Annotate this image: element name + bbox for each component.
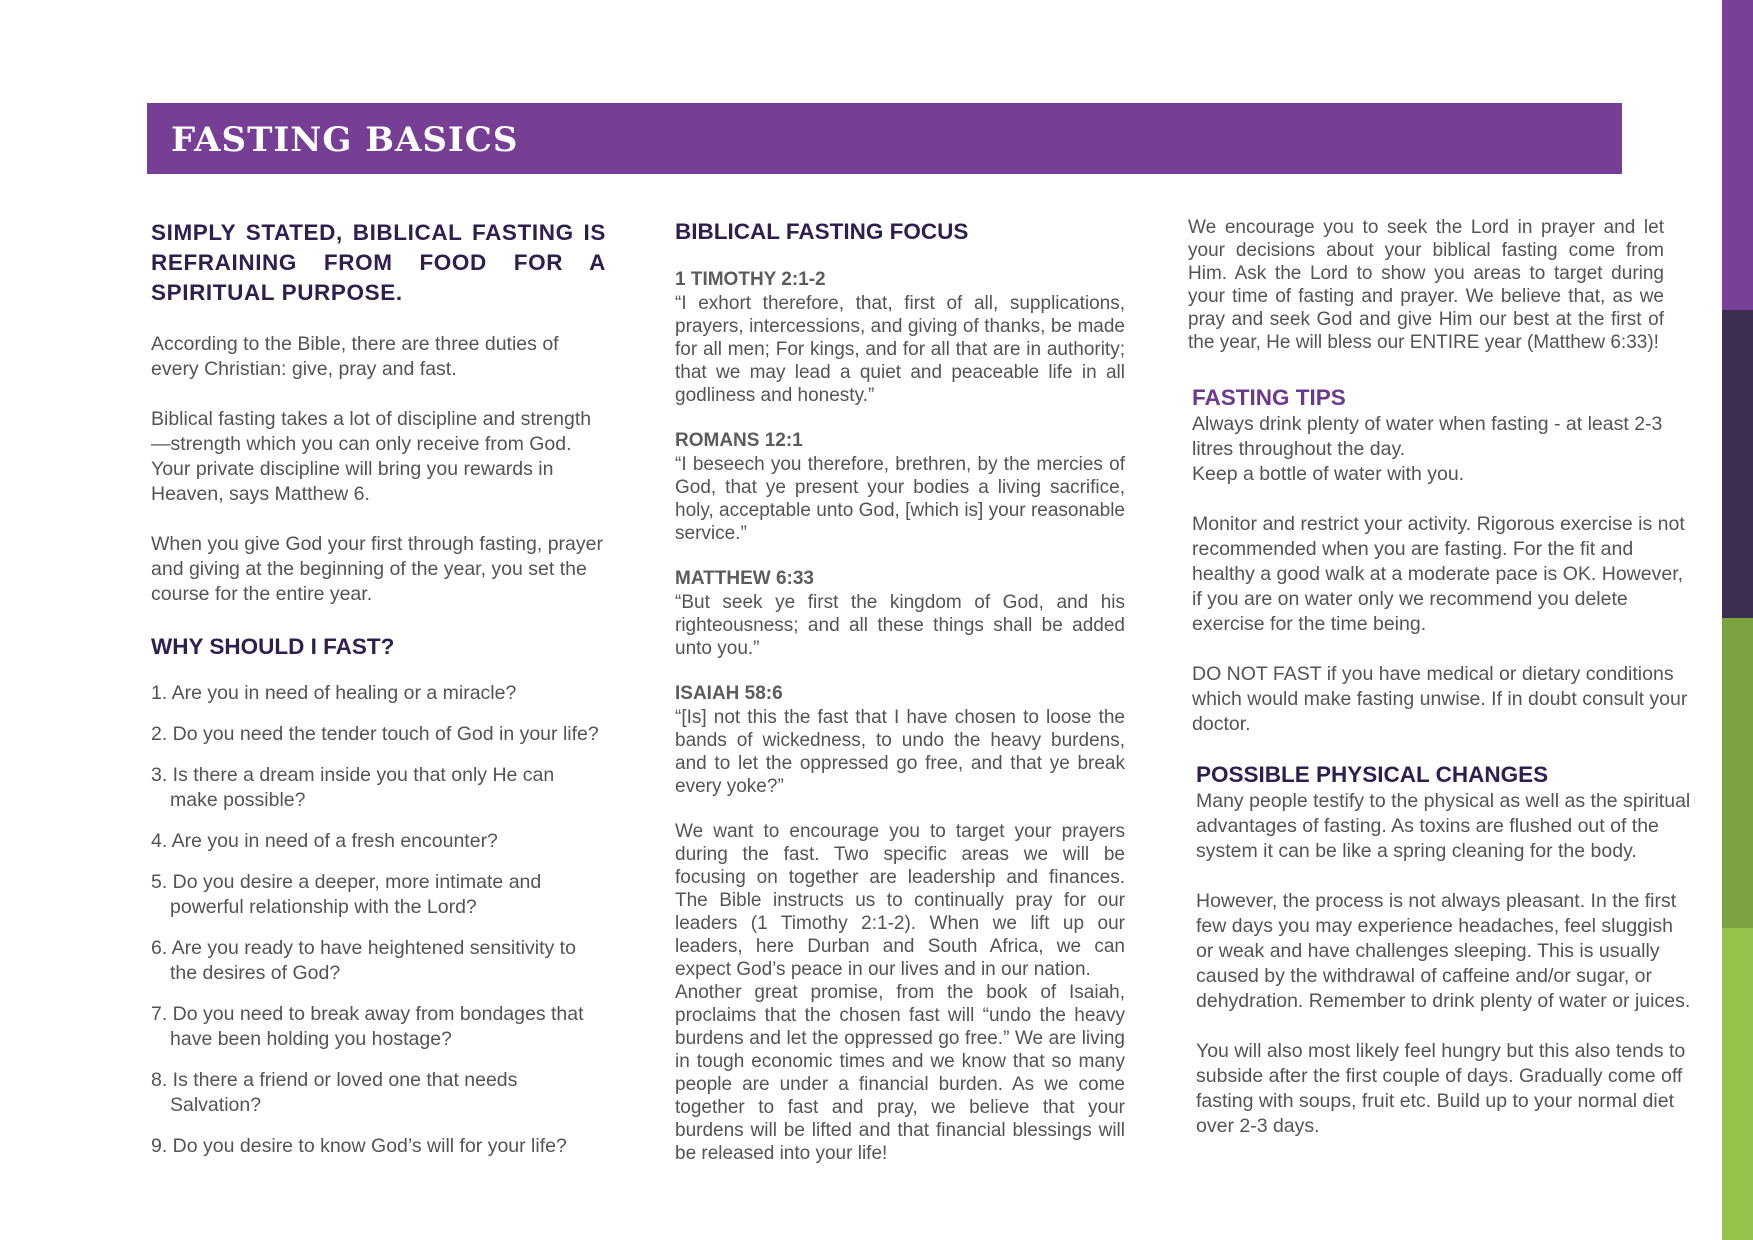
section-heading-focus: BIBLICAL FASTING FOCUS bbox=[675, 219, 969, 244]
list-item: 3. Is there a dream inside you that only He can make possible? bbox=[151, 764, 555, 811]
list-item: 2. Do you need the tender touch of God in your life? bbox=[151, 723, 599, 745]
paragraph: Biblical fasting takes a lot of discipline and strength—strength which you can only receive from God. Your private discipline will bring you rewards in Heaven, says Matthew 6. bbox=[151, 408, 592, 505]
column-2 bbox=[675, 218, 1125, 1165]
paragraph: Always drink plenty of water when fasting - at least 2-3 litres throughout the day. bbox=[1192, 413, 1663, 460]
paragraph: Keep a bottle of water with you. bbox=[1192, 463, 1465, 485]
column-1 bbox=[151, 218, 606, 1175]
scripture-reference: 1 TIMOTHY 2:1-2 bbox=[675, 269, 826, 290]
page-title: FASTING BASICS bbox=[171, 120, 519, 160]
paragraph: When you give God your first through fasting, prayer and giving at the beginning of the year, you set the course for the entire year. bbox=[151, 533, 603, 605]
side-stripe-dark bbox=[1722, 310, 1753, 618]
list-item: 8. Is there a friend or loved one that needs Salvation? bbox=[151, 1069, 518, 1116]
list-item: 6. Are you ready to have heightened sensitivity to the desires of God? bbox=[151, 937, 576, 984]
title-banner bbox=[147, 103, 1622, 174]
section-heading-why: WHY SHOULD I FAST? bbox=[151, 634, 395, 659]
section-heading-changes: POSSIBLE PHYSICAL CHANGES bbox=[1196, 762, 1549, 787]
paragraph: According to the Bible, there are three duties of every Christian: give, pray and fast. bbox=[151, 333, 559, 380]
side-stripe-light-green bbox=[1722, 928, 1753, 1240]
list-item: 7. Do you need to break away from bondages that have been holding you hostage? bbox=[151, 1003, 584, 1050]
list-item: 1. Are you in need of healing or a miracle? bbox=[151, 682, 517, 704]
scripture-text: “[Is] not this the fast that I have chosen to loose the bands of wickedness, to undo the heavy burdens, and to let the oppressed go free, and that ye break every yoke?” bbox=[675, 707, 1125, 797]
paragraph: Many people testify to the physical as well as the spiritual advantages of fasting. As toxins are flushed out of the system it can be like a spring cleaning for the body. bbox=[1196, 790, 1691, 862]
scripture-text: “I beseech you therefore, brethren, by the mercies of God, that ye present your bodies a living sacrifice, holy, acceptable unto God, [which is] your reasonable service.” bbox=[675, 454, 1125, 544]
why-list bbox=[151, 681, 606, 1159]
scripture-text: “I exhort therefore, that, first of all, supplications, prayers, intercessions, and giving of thanks, be made for all men; For kings, and for all that are in authority; that we may lead a quiet and peaceable life in all godliness and honesty.” bbox=[675, 293, 1125, 406]
list-item: 5. Do you desire a deeper, more intimate and powerful relationship with the Lord? bbox=[151, 871, 542, 918]
scripture-reference: ROMANS 12:1 bbox=[675, 430, 803, 451]
side-stripe-green bbox=[1722, 618, 1753, 928]
paragraph: Monitor and restrict your activity. Rigorous exercise is not recommended when you are fasting. For the fit and healthy a good walk at a moderate pace is OK. However, if you are on water only we recommend you delete exercise for the time being. bbox=[1192, 513, 1685, 635]
section-heading-tips: FASTING TIPS bbox=[1192, 385, 1346, 410]
side-stripe-purple bbox=[1722, 0, 1753, 310]
intro-paragraph: We encourage you to seek the Lord in prayer and let your decisions about your biblical fasting come from Him. Ask the Lord to show you areas to target during your time of fasting and prayer. We believe that, as we pray and seek God and give Him our best at the first of the year, He will bless our ENTIRE year (Matthew 6:33)! bbox=[1188, 217, 1664, 353]
paragraph: However, the process is not always pleasant. In the first few days you may experience headaches, feel sluggish or weak and have challenges sleeping. This is usually caused by the withdrawal of caffeine and/or sugar, or dehydration. Remember to drink plenty of water or juices. bbox=[1196, 890, 1691, 1012]
scripture-text: “But seek ye first the kingdom of God, and his righteousness; and all these things shall be added unto you.” bbox=[675, 592, 1125, 659]
paragraph: You will also most likely feel hungry but this also tends to subside after the first couple of days. Gradually come off fasting with soups, fruit etc. Build up to your normal diet over 2-3 days. bbox=[1196, 1040, 1686, 1137]
paragraph: DO NOT FAST if you have medical or dietary conditions which would make fasting unwise. If in doubt consult your doctor. bbox=[1192, 663, 1688, 735]
scripture-reference: ISAIAH 58:6 bbox=[675, 683, 783, 704]
lead-statement: SIMPLY STATED, BIBLICAL FASTING IS REFRAINING FROM FOOD FOR A SPIRITUAL PURPOSE. bbox=[151, 220, 606, 305]
list-item: 9. Do you desire to know God’s will for your life? bbox=[151, 1135, 567, 1157]
column-3 bbox=[1188, 216, 1693, 1139]
paragraph: Another great promise, from the book of Isaiah, proclaims that the chosen fast will “undo the heavy burdens and let the oppressed go free.” We are living in tough economic times and we know that so many people are under a financial burden. As we come together to fast and pray, we believe that your burdens will be lifted and that financial blessings will be released into your life! bbox=[675, 982, 1125, 1164]
list-item: 4. Are you in need of a fresh encounter? bbox=[151, 830, 498, 852]
scripture-reference: MATTHEW 6:33 bbox=[675, 568, 814, 589]
paragraph: We want to encourage you to target your prayers during the fast. Two specific areas we will be focusing on together are leadership and finances. The Bible instructs us to continually pray for our leaders (1 Timothy 2:1-2). When we lift up our leaders, here Durban and South Africa, we can expect God’s peace in our lives and in our nation. bbox=[675, 821, 1125, 980]
